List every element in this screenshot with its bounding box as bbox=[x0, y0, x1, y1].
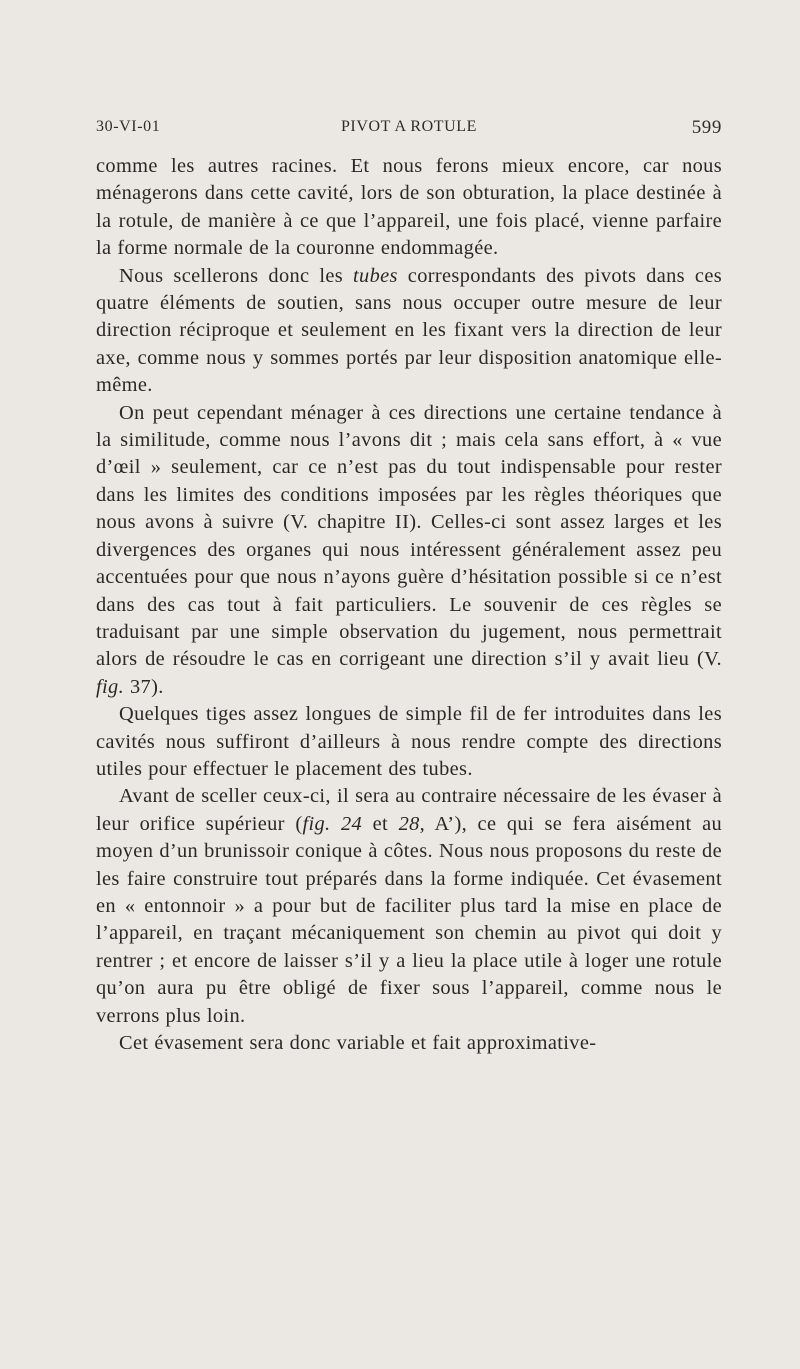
text-run: Cet évasement sera donc variable et fait approximative- bbox=[119, 1032, 597, 1054]
text-run: 37). bbox=[124, 675, 164, 698]
text-run: A’), ce qui se fera aisément au moyen d’un brunissoir conique à côtes. Nous nous proposons du reste de les faire construire tout préparés dans la forme indiquée. Cet évasement en « entonnoir » a pour but de faciliter plus tard la mise en place de l’appareil, en traçant mécaniquement son chemin au pivot qui doit y rentrer ; et encore de laisser s’il y a lieu la place utile à loger une rotule qu’on aura pu être obligé de fixer sous l’appareil, comme nous le verrons plus loin. bbox=[96, 812, 723, 1027]
text-run: correspondants des pivots dans ces quatre éléments de soutien, sans nous occuper outre mesure de leur direction réciproque et seulement en les fixant vers la direction de leur axe, comme nous y sommes portés par leur disposition anatomique elle-même. bbox=[96, 264, 722, 397]
text-run: Quelques tiges assez longues de simple fil de fer introduites dans les cavités nous suffiront d’ailleurs à nous rendre compte des directions utiles pour effectuer le placement des tubes. bbox=[96, 703, 722, 780]
paragraph bbox=[96, 701, 722, 783]
italic-text: 28, bbox=[398, 812, 426, 835]
header-date: 30-VI-01 bbox=[96, 118, 161, 135]
text-run: Nous scellerons donc les bbox=[119, 264, 354, 287]
body-text bbox=[96, 153, 722, 1057]
running-header bbox=[96, 118, 722, 142]
text-run: On peut cependant ménager à ces directions une certaine tendance à la similitude, comme nous l’avons dit ; mais cela sans effort, à « vue d’œil » seulement, car ce n’est pas du tout indispensable pour rester dans les limites des conditions imposées par les règles théoriques que nous avons à suivre (V. chapitre II). Celles-ci sont assez larges et les divergences des organes qui nous intéressent généralement assez peu accentuées pour que nous n’ayons guère d’hésitation possible si ce n’est dans des cas tout à fait particuliers. Le souvenir de ces règles se traduisant par une simple observation du jugement, nous permettrait alors de résoudre le cas en corrigeant une direction s’il y avait lieu (V. bbox=[96, 401, 722, 671]
paragraph bbox=[96, 263, 722, 400]
paragraph bbox=[96, 783, 722, 1030]
page-number: 599 bbox=[691, 117, 722, 138]
paragraph bbox=[96, 1030, 722, 1057]
text-run: et bbox=[362, 812, 399, 835]
paragraph bbox=[96, 400, 722, 701]
text-run: Avant de sceller ceux-ci, il sera au contraire nécessaire de les évaser à leur orifice supérieur ( bbox=[96, 785, 722, 835]
italic-text: fig. bbox=[96, 675, 125, 698]
italic-text: fig. 24 bbox=[302, 812, 363, 835]
italic-text: tubes bbox=[353, 264, 398, 287]
text-run: comme les autres racines. Et nous ferons mieux encore, car nous ménagerons dans cette cavité, lors de son obturation, la place destinée à la rotule, de manière à ce que l’appareil, une fois placé, vienne parfaire la forme normale de la couronne endommagée. bbox=[96, 155, 722, 260]
paragraph bbox=[96, 153, 722, 263]
header-title: PIVOT A ROTULE bbox=[340, 118, 478, 135]
